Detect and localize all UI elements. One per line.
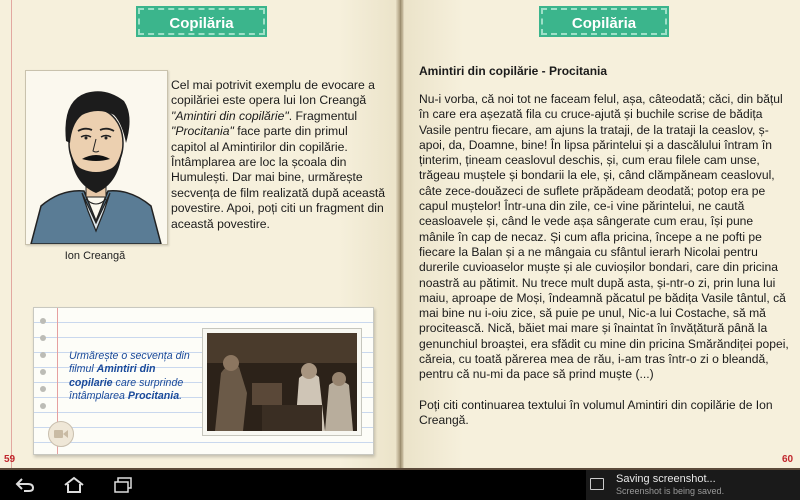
video-thumbnail[interactable] [202,328,362,436]
margin-line [11,0,12,468]
page-title: Copilăria [541,8,667,35]
intro-text-3: face parte din primul capitol al Amintirilor din copilărie. Întâmplarea are loc la școala din Humulești. Dar mai bine, urmărește secvența de film realizată după această povestire. Apoi, poți citi un fragment din această povestire. [171,124,386,231]
excerpt-heading: Amintiri din copilărie - Procitania [419,64,608,78]
video-still [207,333,357,431]
page-number: 60 [782,454,794,465]
intro-text-1: Cel mai potrivit exemplu de evocare a copilăriei este opera lui Ion Creangă [171,78,375,108]
screenshot-notification[interactable] [586,470,800,500]
left-page [0,0,398,468]
page-number: 59 [4,454,16,465]
film-scene-image [207,333,357,431]
notification-subtitle: Screenshot is being saved. [616,486,725,496]
continuation-note: Poți citi continuarea textului în volumul Amintiri din copilărie de Ion Creangă. [419,397,773,427]
note-episode-title: Procitania [127,389,180,402]
note-text-3: . [179,389,183,402]
intro-paragraph [171,78,386,232]
notebook-hole [40,335,46,341]
notebook-hole [40,352,46,358]
note-film-title: Amintiri din copilarie [69,363,156,389]
excerpt-paragraph: Nu-i vorba, că noi tot ne faceam felul, așa, câteodată; căci, din bățul în care era așezată fila cu cruce-ajută și buchile scrise de bădița Vasile pentru fiecare, am ajuns la trataji, de la trataji la ceaslov, ș-apoi, da, Doamne, bine! În lipsa părintelui și a dascălului întram în ținterim, țineam ceaslovul deschis, și, cum erau filele cam unse, trăgeau muștele și bondarii la ele, și, când clămpăneam ceaslovul, câte zece-douăzeci de suflete prăpădeam deodată; potop era pe capul muștelor! Într-una din zile, ce-i vine părintelui, ne caută ceasloavele și, când le vede așa sângerate cum erau, își pune mânile în cap de necaz. Și cum afla pricina, începe a ne pofti pe fiecare la Balan și a ne mângaia cu sfântul ierarh Nicolai pentru durerile cuvioaselor muște și ale cuvioșilor bondari, care din pricina noastră au pătimit. Nu trece mult după asta, și-ntr-o zi, prin luna lui maiu, aproape de Moși, îndeamnă păcatul pe bădița Vasile tântul, că mai bine nu i-oiu zice, să puie pe unul, Nic-a lui Costache, să mă procitească. Nică, băiet mai mare și înaintat în învățătură până la genunchiul broaștei, era sfădit cu mine din pricina Smărăndiței popei, căreia, cu toată părerea mea de rău, i-am tras într-o zi o bleandă, pentru că nu-mi da pace să prind muște (...) [419,92,789,382]
intro-work-title: "Amintiri din copilărie" [171,108,289,123]
video-description [69,350,201,403]
creanga-portrait-drawing [26,71,167,244]
intro-text-2: . Fragmentul [288,108,358,123]
portrait-image [25,70,168,245]
portrait-caption: Ion Creangă [64,250,126,262]
back-arrow-icon [14,477,36,493]
right-page [403,0,800,468]
video-play-button[interactable] [48,421,74,447]
intro-fragment-title: "Procitania" [171,124,234,139]
image-icon [590,478,604,490]
page-title: Copilăria [138,8,265,35]
note-text-1: Urmărește o secvența din filmul [69,350,190,376]
home-button[interactable] [57,473,91,497]
notebook-hole [40,386,46,392]
video-camera-icon [54,429,68,439]
excerpt-body [419,92,791,443]
back-button[interactable] [8,473,42,497]
recent-apps-icon [112,476,134,494]
notification-title: Saving screenshot... [616,473,716,485]
home-icon [63,476,85,494]
video-notebook-card [33,307,374,455]
system-navigation-bar [0,470,800,500]
note-text-2: care surprinde întâmplarea [69,376,184,402]
notebook-hole [40,403,46,409]
recent-apps-button[interactable] [106,473,140,497]
notebook-hole [40,369,46,375]
notebook-hole [40,318,46,324]
